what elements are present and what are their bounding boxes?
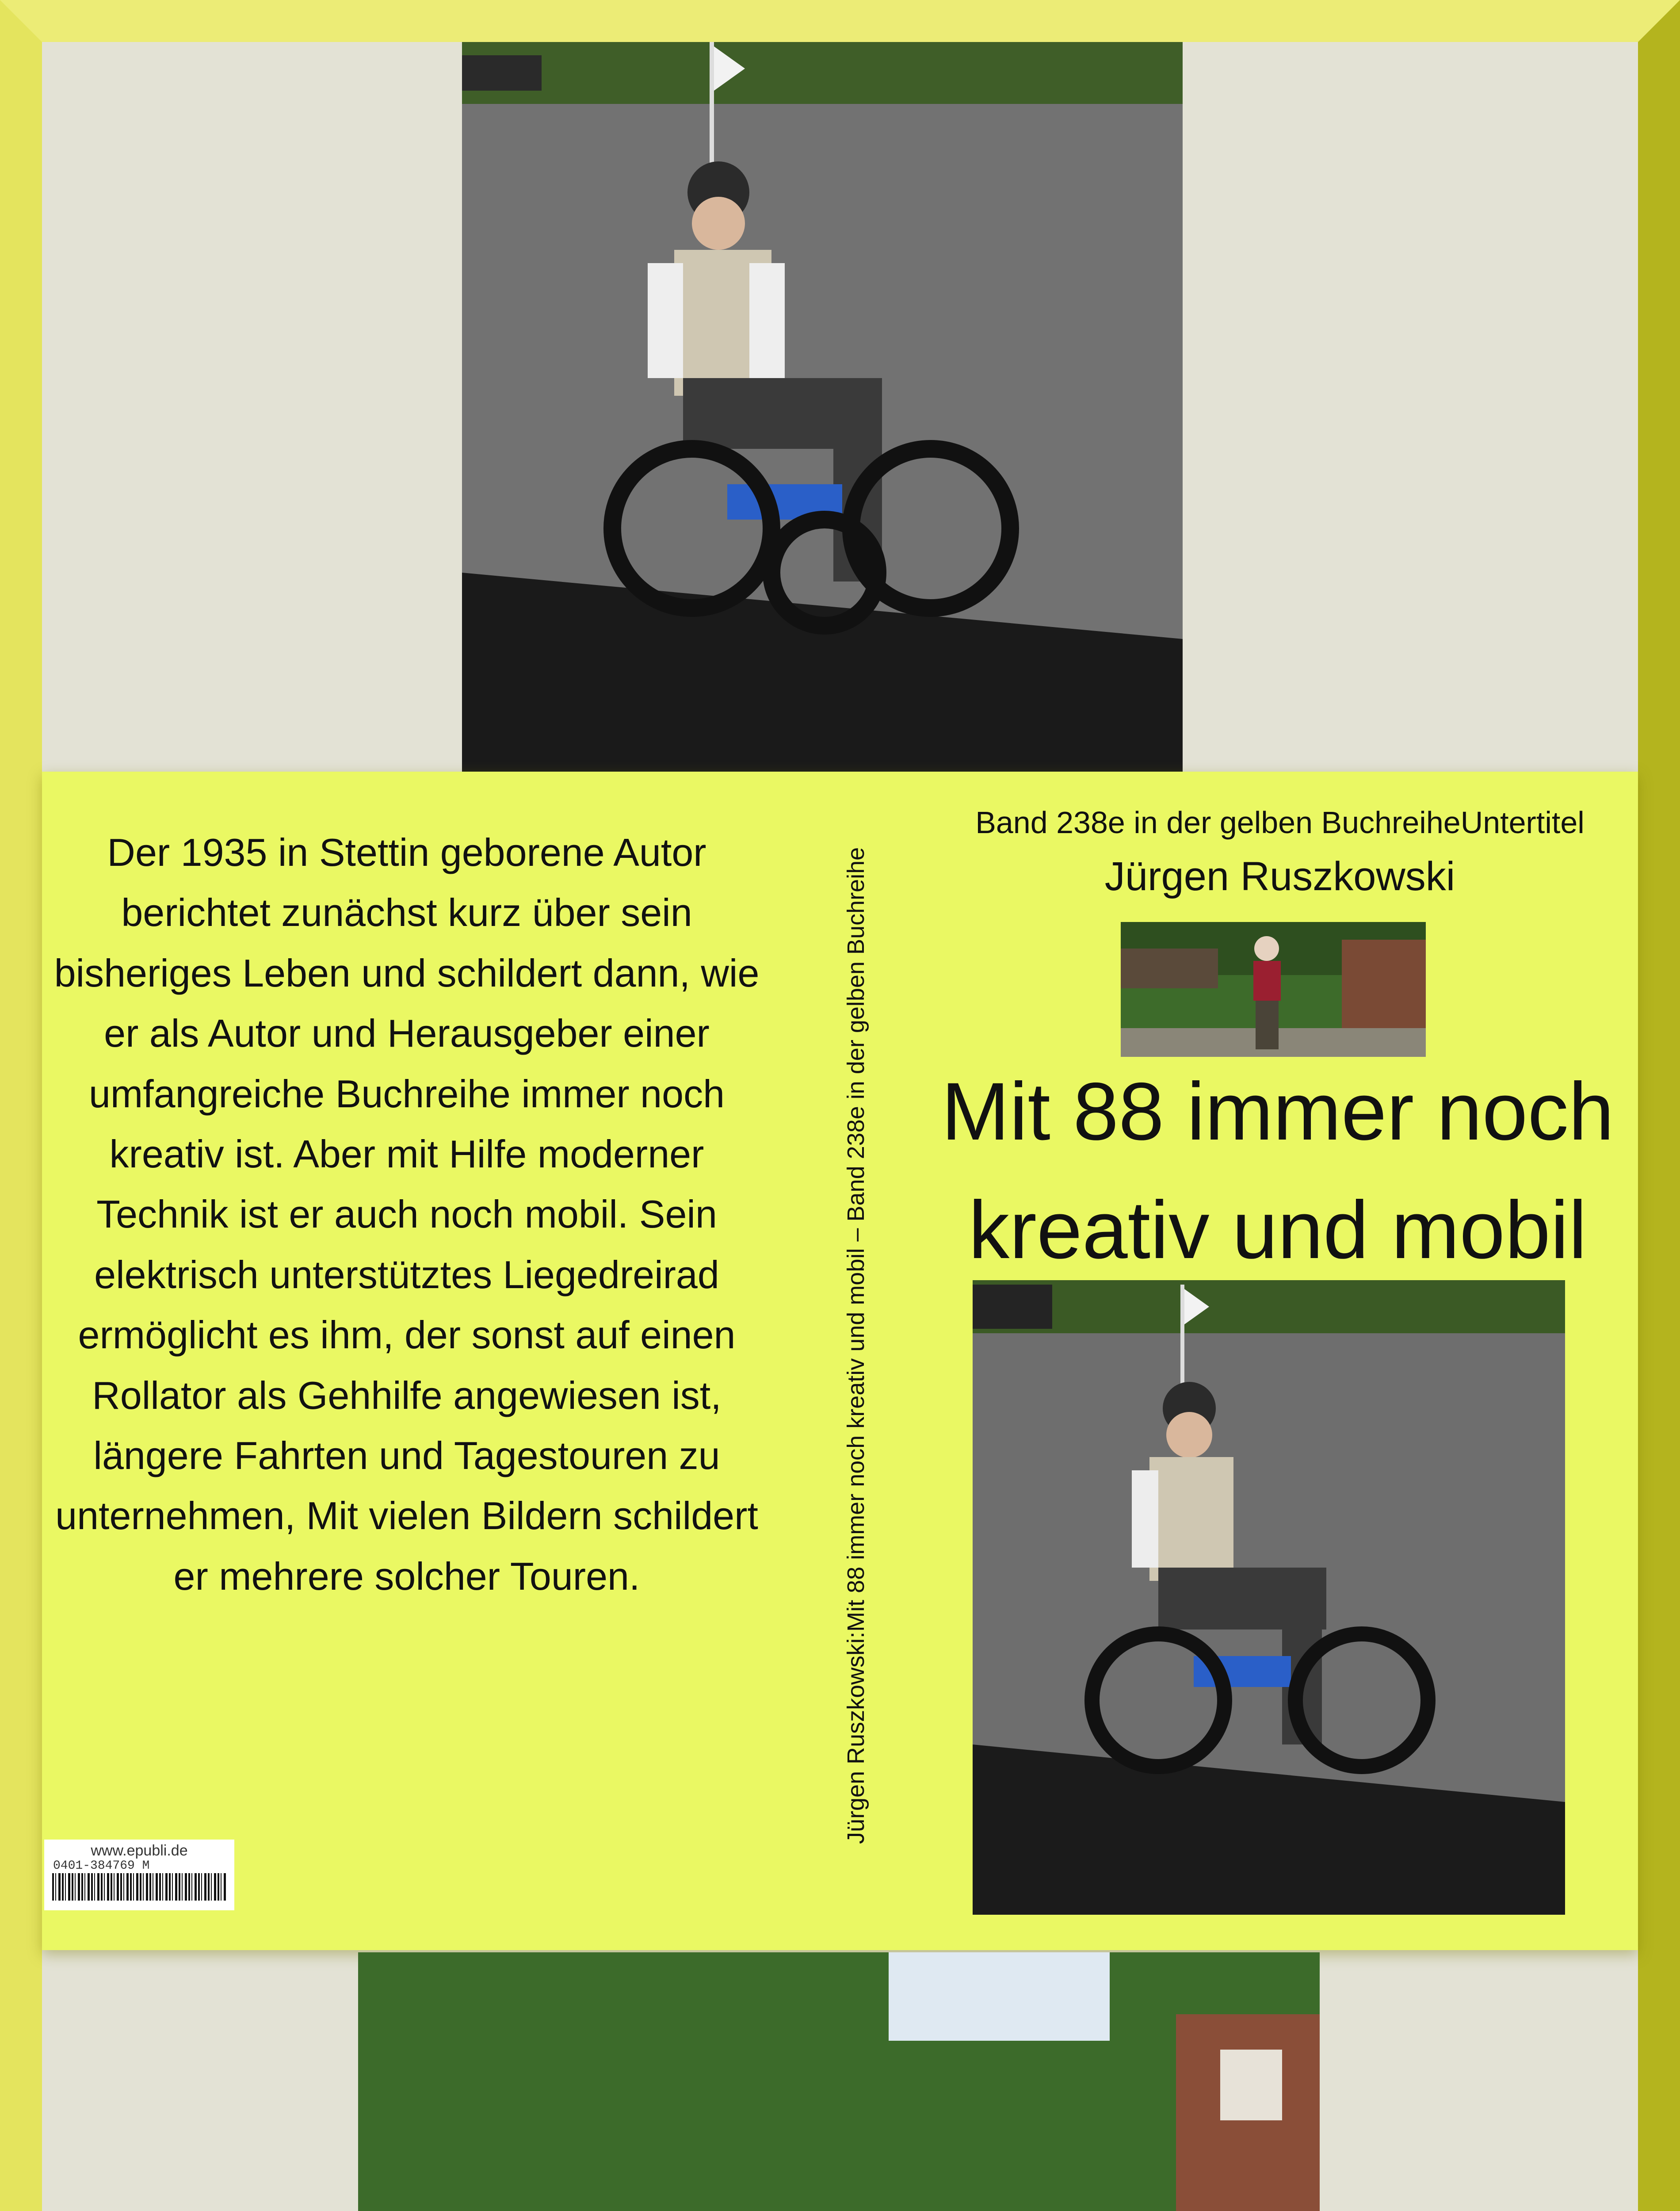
bottom-photo-rollator [358,1952,1320,2211]
spine-text: Jürgen Ruszkowski:Mit 88 immer noch kreativ und mobil – Band 238e in der gelben Buchreihe [843,847,869,1844]
thumbnail-photo-rollator [1121,922,1426,1057]
cover-title-line-1: Mit 88 immer noch [941,1066,1614,1157]
cover-photo-trike-rider [973,1280,1565,1915]
barcode-number: 0401-384769 M [53,1859,150,1873]
cover-author: Jürgen Ruszkowski [1104,854,1455,899]
barcode-url: www.epubli.de [91,1842,188,1859]
barcode [44,1840,234,1910]
top-photo-trike-rider [462,42,1183,772]
cover-title-line-2: kreativ und mobil [968,1185,1587,1276]
barcode-icon [52,1873,227,1901]
cover-title [902,1052,1653,1290]
back-cover-blurb: Der 1935 in Stettin geborene Autor berichtet zunächst kurz über sein bisheriges Leben und schildert dann, wie er als Autor und Herausgeber einer umfangreiche Buchreihe immer noch kreativ ist. Aber mit Hilfe moderner Technik ist er auch noch mobil. Sein elektrisch unterstütztes Liegedreirad ermöglicht es ihm, der sonst auf einen Rollator als Gehhilfe angewiesen ist, längere Fahrten und Tagestouren zu unternehmen, Mit vielen Bildern schildert er mehrere solcher Touren. [54,830,760,1598]
series-band-line: Band 238e in der gelben BuchreiheUntertitel [975,805,1585,840]
